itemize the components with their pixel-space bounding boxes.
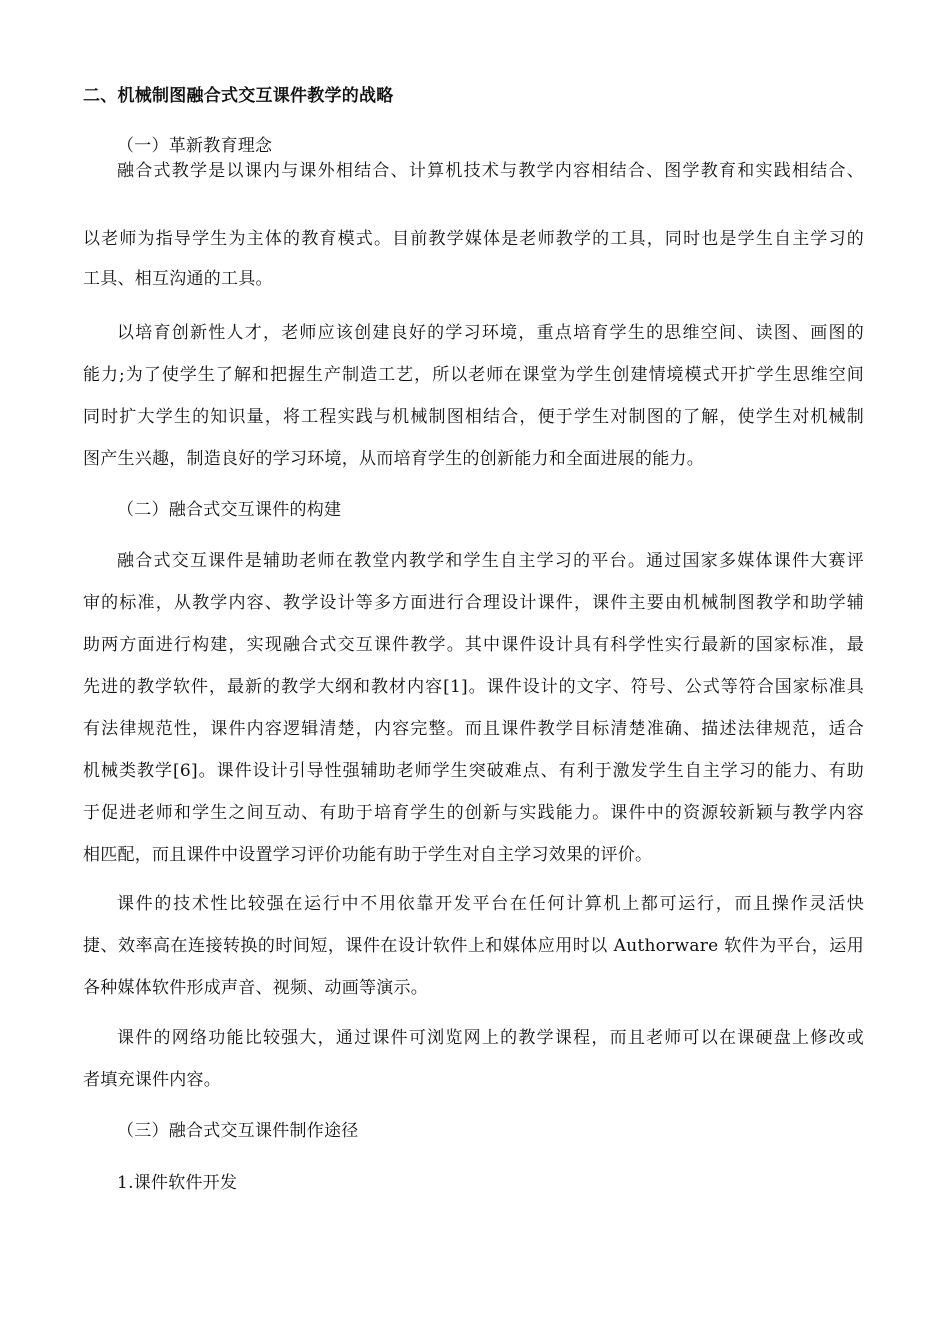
paragraph-line: 助两方面进行构建，实现融合式交互课件教学。其中课件设计具有科学性实行最新的国家标准，最	[83, 635, 864, 655]
paragraph-line: 于促进老师和学生之间互动、有助于培育学生的创新与实践能力。课件中的资源较新颖与教学内容	[83, 803, 864, 823]
paragraph-line: 同时扩大学生的知识量，将工程实践与机械制图相结合，便于学生对制图的了解，使学生对机械制	[83, 407, 864, 427]
paragraph-line: 融合式教学是以课内与课外相结合、计算机技术与教学内容相结合、图学教育和实践相结合、	[117, 161, 864, 181]
paragraph-line: 先进的教学软件，最新的教学大纲和教材内容[1]。课件设计的文字、符号、公式等符合国家标准具	[83, 677, 864, 697]
paragraph-line: 工具、相互沟通的工具。	[83, 269, 273, 289]
paragraph-line: 相匹配，而且课件中设置学习评价功能有助于学生对自主学习效果的评价。	[83, 845, 653, 865]
paragraph-line: 机械类教学[6]。课件设计引导性强辅助老师学生突破难点、有利于激发学生自主学习的能力、有助	[83, 761, 864, 781]
paragraph-line: 课件的网络功能比较强大，通过课件可浏览网上的教学课程，而且老师可以在课硬盘上修改或	[117, 1028, 864, 1048]
paragraph-line: 者填充课件内容。	[83, 1070, 221, 1090]
subsection-title-1: （一）革新教育理念	[117, 136, 273, 156]
paragraph-line: 捷、效率高在连接转换的时间短，课件在设计软件上和媒体应用时以 Authorware 软件为平台，运用	[83, 936, 864, 956]
paragraph-line: 各种媒体软件形成声音、视频、动画等演示。	[83, 978, 428, 998]
paragraph-line: 审的标准，从教学内容、教学设计等多方面进行合理设计课件，课件主要由机械制图教学和助学辅	[83, 593, 864, 613]
subsection-title-3: （三）融合式交互课件制作途径	[117, 1121, 359, 1141]
paragraph-line: 课件的技术性比较强在运行中不用依靠开发平台在任何计算机上都可运行，而且操作灵活快	[117, 894, 864, 914]
section-title: 二、机械制图融合式交互课件教学的战略	[83, 86, 394, 106]
subsection-title-2: （二）融合式交互课件的构建	[117, 500, 342, 520]
paragraph-line: 以老师为指导学生为主体的教育模式。目前教学媒体是老师教学的工具，同时也是学生自主学习的	[83, 229, 864, 249]
paragraph-line: 能力;为了使学生了解和把握生产制造工艺，所以老师在课堂为学生创建情境模式开扩学生思维空间	[83, 365, 864, 385]
paragraph-line: 以培育创新性人才，老师应该创建良好的学习环境，重点培育学生的思维空间、读图、画图的	[117, 323, 864, 343]
paragraph-line: 图产生兴趣，制造良好的学习环境，从而培育学生的创新能力和全面进展的能力。	[83, 449, 704, 469]
paragraph-line: 融合式交互课件是辅助老师在教堂内教学和学生自主学习的平台。通过国家多媒体课件大赛评	[117, 551, 864, 571]
paragraph-line: 有法律规范性，课件内容逻辑清楚，内容完整。而且课件教学目标清楚准确、描述法律规范，适合	[83, 719, 864, 739]
list-item: 1.课件软件开发	[117, 1173, 238, 1193]
